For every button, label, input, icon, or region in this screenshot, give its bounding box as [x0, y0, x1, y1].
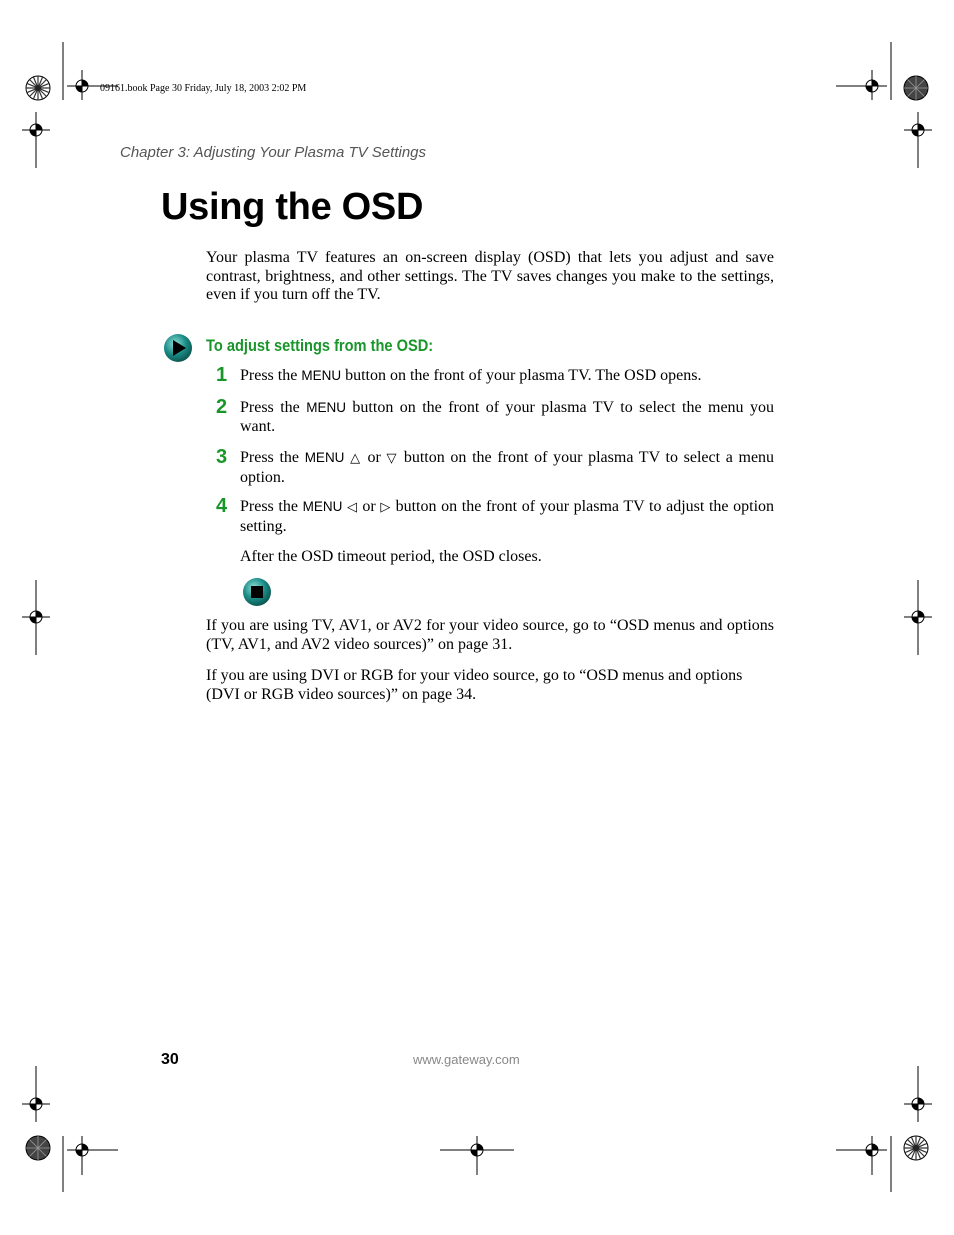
play-triangle-icon — [163, 333, 193, 363]
up-arrow-icon: △ — [350, 451, 362, 466]
step-text: Press the MENU button on the front of your plasma TV. The OSD opens. — [240, 367, 702, 384]
stop-square-icon — [242, 577, 272, 607]
left-arrow-icon: ◁ — [347, 500, 358, 515]
step-text: Press the MENU button on the front of your plasma TV to select the menu you want. — [240, 399, 775, 435]
step-number: 4 — [216, 495, 228, 517]
step-number: 2 — [216, 396, 228, 418]
print-info: 09161.book Page 30 Friday, July 18, 2003 2:02 PM — [100, 83, 307, 94]
page-number: 30 — [161, 1051, 179, 1068]
menu-key-label: MENU — [302, 499, 343, 514]
step-number: 1 — [216, 364, 228, 386]
menu-key-label: MENU — [306, 400, 346, 415]
procedure-heading: To adjust settings from the OSD: — [206, 336, 434, 355]
footer-url[interactable]: www.gateway.com — [413, 1052, 520, 1067]
menu-key-label: MENU — [301, 368, 342, 383]
after-note: After the OSD timeout period, the OSD closes. — [240, 548, 542, 565]
right-arrow-icon: ▷ — [380, 500, 391, 515]
dvi-source-paragraph: If you are using DVI or RGB for your video source, go to “OSD menus and options (DVI or RGB video sources)” on page 34. — [206, 667, 743, 703]
chapter-header: Chapter 3: Adjusting Your Plasma TV Settings — [120, 144, 426, 161]
down-arrow-icon: ▽ — [386, 451, 399, 466]
menu-key-label: MENU — [304, 450, 345, 465]
tv-source-paragraph: If you are using TV, AV1, or AV2 for your video source, go to “OSD menus and options (TV, AV1, and AV2 video sources)” on page 31. — [206, 617, 774, 653]
step-number: 3 — [216, 446, 228, 468]
intro-paragraph: Your plasma TV features an on-screen display (OSD) that lets you adjust and save contrast, brightness, and other settings. The TV saves changes you make to the settings, even if you turn off the TV. — [206, 249, 774, 303]
step-text: Press the MENU ◁ or ▷ button on the front of your plasma TV to adjust the option setting. — [240, 498, 775, 535]
page-title: Using the OSD — [161, 186, 424, 228]
step-text: Press the MENU △ or ▽ button on the front of your plasma TV to select a menu option. — [240, 449, 775, 486]
